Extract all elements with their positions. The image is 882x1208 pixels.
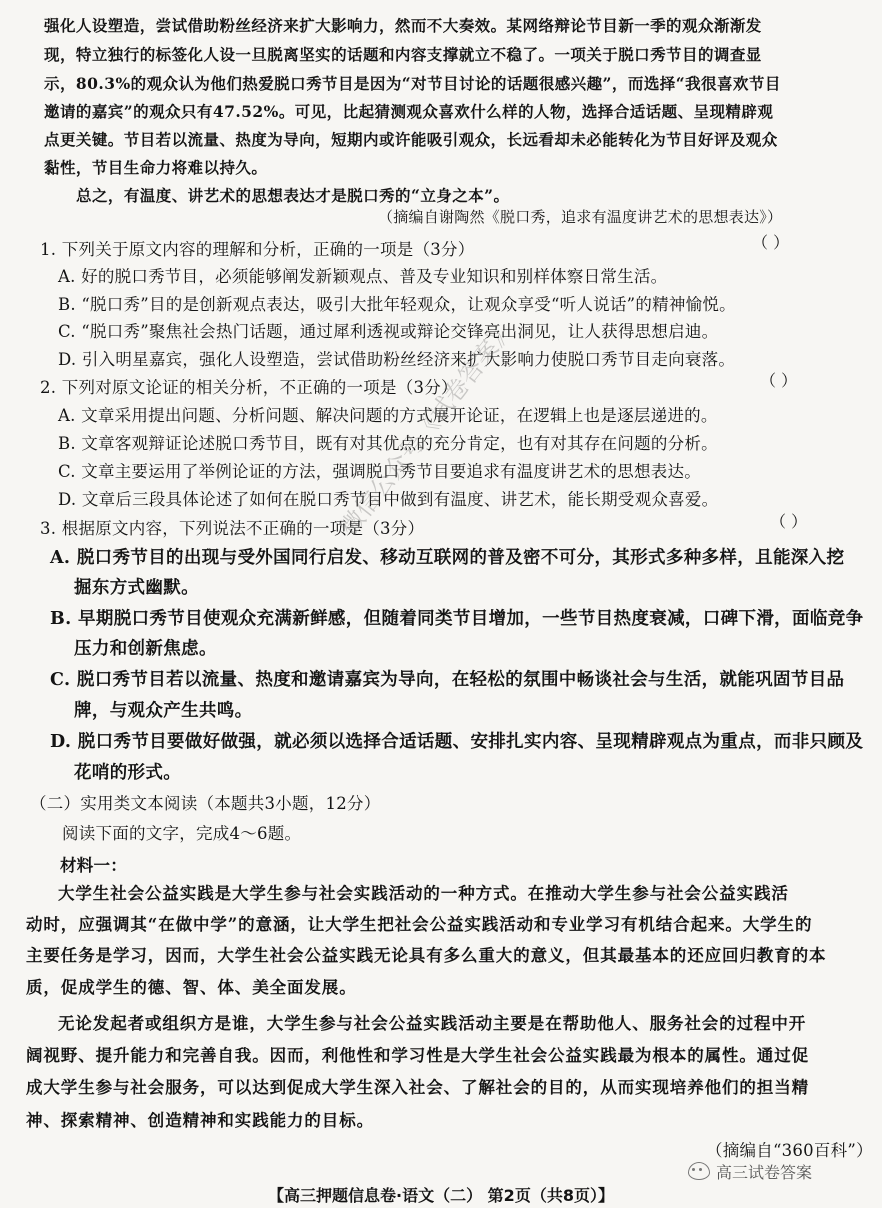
section-heading: （二）实用类文本阅读（本题共3小题，12分） [30, 794, 381, 813]
answer-bracket-3[interactable]: （ ） [770, 512, 808, 531]
material-label: 材料一： [60, 856, 127, 875]
answer-bracket-2[interactable]: （ ） [760, 371, 798, 390]
material-line: 大学生社会公益实践是大学生参与社会实践活动的一种方式。在推动大学生参与社会公益实践活 [58, 884, 789, 903]
material-line: 神、探索精神、创造精神和实践能力的目标。 [26, 1111, 374, 1130]
question-1-option-c: C. “脱口秀”聚焦社会热门话题，通过犀利透视或辩论交锋亮出洞见，让人获得思想启迪。 [58, 322, 719, 341]
passage-line: 强化人设塑造，尝试借助粉丝经济来扩大影响力，然而不大奏效。某网络辩论节目新一季的观众渐渐发 [44, 16, 762, 35]
question-3-option-a: A. 脱口秀节目的出现与受外国同行启发、移动互联网的普及密不可分，其形式多种多样，且能深入挖 [50, 548, 845, 568]
question-3-option-a-cont: 掘东方式幽默。 [74, 578, 199, 598]
page-footer: 【高三押题信息卷·语文（二） 第2页（共8页）】 [268, 1186, 614, 1205]
watermark: 微信公众号《试卷答案》 [334, 315, 520, 541]
question-3-option-c: C. 脱口秀节目若以流量、热度和邀请嘉宾为导向，在轻松的氛围中畅谈社会与生活，就能巩固节目品 [50, 670, 845, 690]
passage-source: （摘编自谢陶然《脱口秀，追求有温度讲艺术的思想表达》） [378, 208, 783, 226]
question-3-option-b: B. 早期脱口秀节目使观众充满新鲜感，但随着同类节目增加，一些节目热度衰减，口碑下滑，面临竞争 [50, 609, 864, 629]
material-line: 无论发起者或组织方是谁，大学生参与社会公益实践活动主要是在帮助他人、服务社会的过程中开 [58, 1014, 807, 1033]
question-3-option-c-cont: 牌，与观众产生共鸣。 [74, 701, 253, 721]
passage-line: 点更关键。节目若以流量、热度为导向，短期内或许能吸引观众，长远看却未必能转化为节目好评及观众 [44, 130, 778, 149]
passage-conclusion: 总之，有温度、讲艺术的思想表达才是脱口秀的“立身之本”。 [76, 186, 510, 205]
question-2-option-c: C. 文章主要运用了举例论证的方法，强调脱口秀节目要追求有温度讲艺术的思想表达。 [58, 462, 702, 481]
question-2-option-a: A. 文章采用提出问题、分析问题、解决问题的方式展开论证，在逻辑上也是逐层递进的。 [58, 406, 718, 425]
account-logo [688, 1160, 812, 1183]
material-line: 阔视野、提升能力和完善自我。因而，利他性和学习性是大学生社会公益实践最为根本的属性。通过促 [26, 1046, 809, 1065]
passage-line: 现，特立独行的标签化人设一旦脱离坚实的话题和内容支撑就立不稳了。一项关于脱口秀节目的调查显 [44, 45, 762, 64]
question-1-option-b: B. “脱口秀”目的是创新观点表达，吸引大批年轻观众，让观众享受“听人说话”的精神愉悦。 [58, 295, 736, 314]
question-3-option-d: D. 脱口秀节目要做好做强，就必须以选择合适话题、安排扎实内容、呈现精辟观点为重点，而非只顾及 [50, 732, 864, 752]
section-instruction: 阅读下面的文字，完成4～6题。 [62, 824, 302, 843]
material-line: 质，促成学生的德、智、体、美全面发展。 [26, 978, 357, 997]
answer-bracket-1[interactable]: （ ） [752, 233, 790, 252]
question-1-option-a: A. 好的脱口秀节目，必须能够阐发新颖观点、普及专业知识和别样体察日常生活。 [58, 267, 668, 286]
question-3-option-b-cont: 压力和创新焦虑。 [74, 639, 217, 659]
material-source: （摘编自“360百科”） [706, 1141, 873, 1160]
account-logo-text: 高三试卷答案 [716, 1163, 813, 1182]
question-2-option-d: D. 文章后三段具体论述了如何在脱口秀节目中做到有温度、讲艺术，能长期受观众喜爱。 [58, 490, 719, 509]
wechat-icon [688, 1162, 710, 1180]
question-2-option-b: B. 文章客观辩证论述脱口秀节目，既有对其优点的充分肯定，也有对其存在问题的分析。 [58, 434, 718, 453]
passage-line: 邀请的嘉宾”的观众只有47.52%。可见，比起猜测观众喜欢什么样的人物，选择合适话题、呈现精辟观 [44, 102, 774, 121]
material-line: 动时，应强调其“在做中学”的意涵，让大学生把社会公益实践活动和专业学习有机结合起来。大学生的 [26, 915, 813, 934]
question-1-stem: 1. 下列关于原文内容的理解和分析，正确的一项是（3分） [40, 240, 475, 259]
material-line: 成大学生参与社会服务，可以达到促成大学生深入社会、了解社会的目的，从而实现培养他们的担当精 [26, 1078, 809, 1097]
question-3-stem: 3. 根据原文内容，下列说法不正确的一项是（3分） [40, 519, 425, 538]
material-line: 主要任务是学习，因而，大学生社会公益实践无论具有多么重大的意义，但其最基本的还应回归教育的本 [26, 946, 827, 965]
question-1-option-d: D. 引入明星嘉宾，强化人设塑造，尝试借助粉丝经济来扩大影响力使脱口秀节目走向衰落。 [58, 350, 736, 369]
question-2-stem: 2. 下列对原文论证的相关分析，不正确的一项是（3分） [40, 378, 458, 397]
passage-line: 黏性，节目生命力将难以持久。 [44, 158, 268, 177]
passage-line: 示，80.3%的观众认为他们热爱脱口秀节目是因为“对节目讨论的话题很感兴趣”，而选择“我很喜欢节目 [44, 74, 781, 93]
question-3-option-d-cont: 花哨的形式。 [74, 763, 182, 783]
